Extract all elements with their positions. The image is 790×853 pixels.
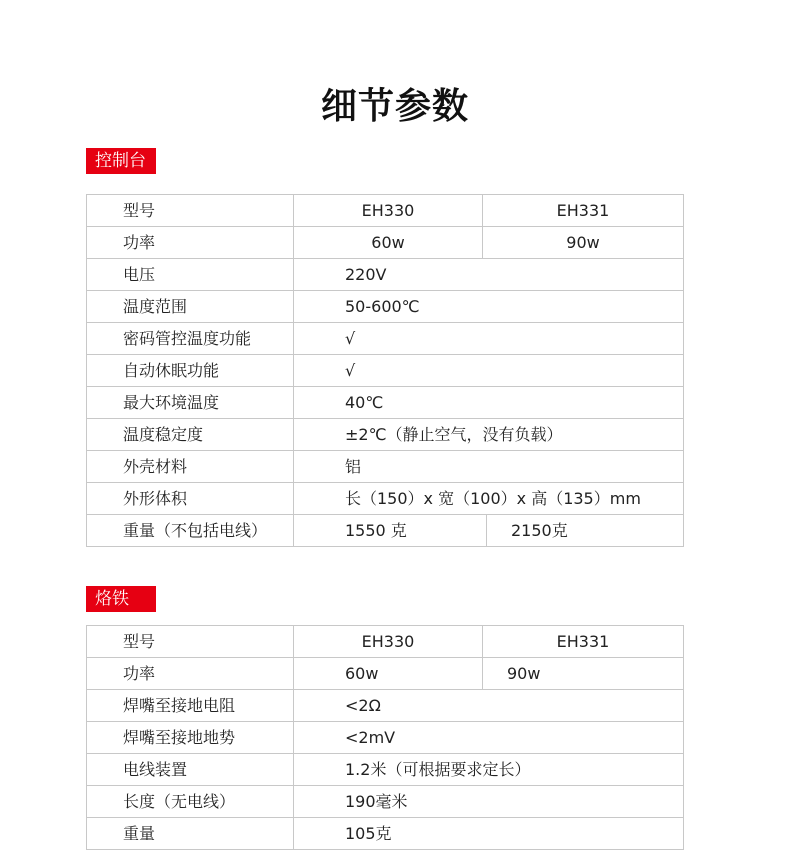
row-value: ±2℃（静止空气，没有负载） [294,419,684,450]
table-row [87,754,684,786]
row-value: 60w [294,227,483,258]
table-row [87,323,684,355]
row-label: 长度（无电线） [87,786,294,817]
table-row [87,786,684,818]
row-label: 温度范围 [87,291,294,322]
table-row [87,419,684,451]
iron-spec-table [86,625,684,850]
row-label: 重量 [87,818,294,849]
row-label: 焊嘴至接地地势 [87,722,294,753]
row-value: 1550 克 [294,515,487,546]
row-value: 190毫米 [294,786,684,817]
table-row [87,291,684,323]
table-row [87,387,684,419]
check-mark-icon: √ [294,323,684,354]
row-label: 型号 [87,626,294,657]
row-value: 长（150）x 宽（100）x 高（135）mm [294,483,684,514]
row-value: 40℃ [294,387,684,418]
row-label: 焊嘴至接地电阻 [87,690,294,721]
table-row [87,483,684,515]
page-title: 细节参数 [320,86,469,127]
console-spec-table [86,194,684,547]
row-value: EH330 [294,195,483,226]
table-row [87,259,684,291]
row-label: 密码管控温度功能 [87,323,294,354]
row-label: 型号 [87,195,294,226]
row-label: 电线装置 [87,754,294,785]
table-row [87,626,684,658]
table-row [87,355,684,387]
table-row [87,690,684,722]
table-row [87,451,684,483]
check-mark-icon: √ [294,355,684,386]
row-value: 2150克 [487,515,684,546]
row-value: <2mV [294,722,684,753]
row-label: 功率 [87,227,294,258]
table-row [87,658,684,690]
table-row [87,722,684,754]
row-value: EH331 [483,195,684,226]
row-value: 60w [294,658,483,689]
row-value: EH330 [294,626,483,657]
row-label: 重量（不包括电线） [87,515,294,546]
row-value: 50-600℃ [294,291,684,322]
row-label: 功率 [87,658,294,689]
row-label: 外形体积 [87,483,294,514]
row-label: 自动休眠功能 [87,355,294,386]
row-value: 铝 [294,451,684,482]
table-row [87,515,684,547]
section-tag-iron: 烙铁 [86,586,156,612]
row-value: 1.2米（可根据要求定长） [294,754,684,785]
row-value: <2Ω [294,690,684,721]
section-tag-console: 控制台 [86,148,156,174]
row-label: 外壳材料 [87,451,294,482]
table-row [87,818,684,850]
row-label: 电压 [87,259,294,290]
row-label: 温度稳定度 [87,419,294,450]
row-label: 最大环境温度 [87,387,294,418]
row-value: 220V [294,259,684,290]
row-value: 105克 [294,818,684,849]
table-row [87,195,684,227]
row-value: EH331 [483,626,684,657]
row-value: 90w [483,227,684,258]
table-row [87,227,684,259]
row-value: 90w [483,658,684,689]
